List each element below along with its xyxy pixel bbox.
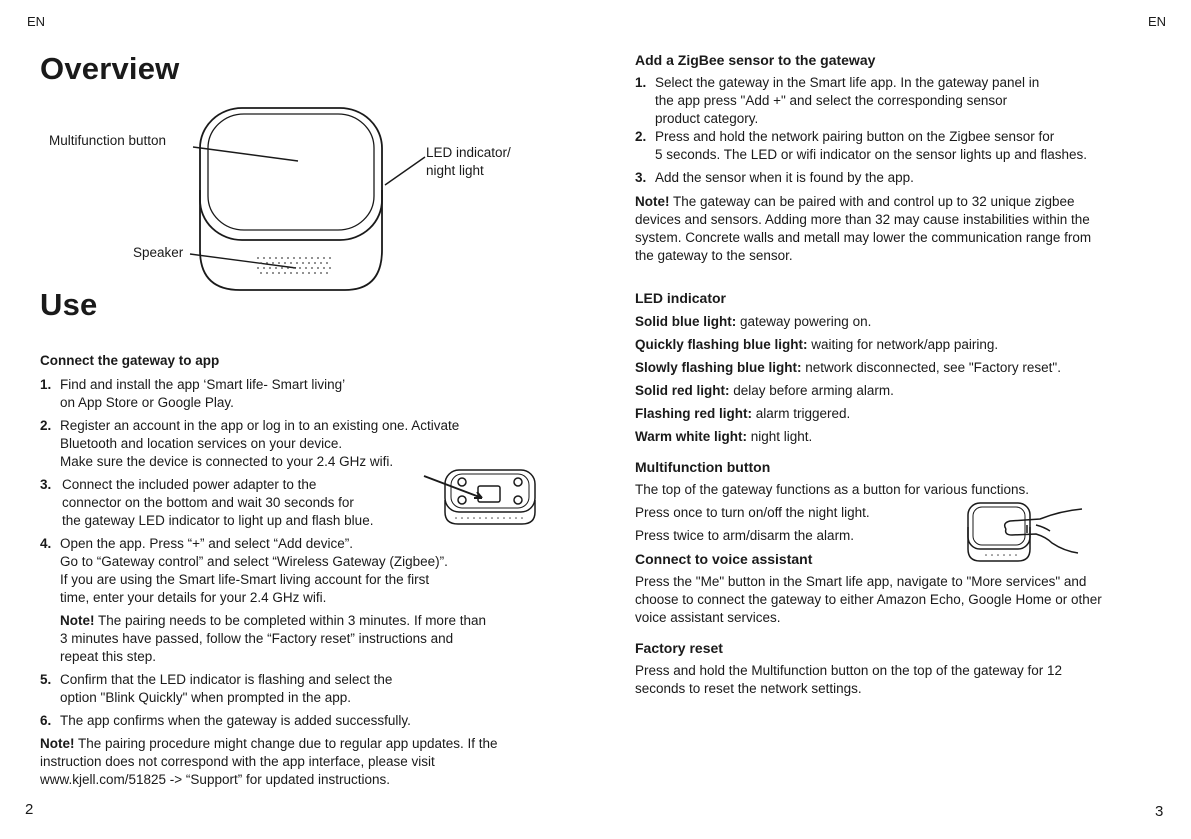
led-item-label: Quickly flashing blue light: bbox=[635, 337, 808, 352]
connect-steps bbox=[40, 376, 560, 730]
led-item-text: gateway powering on. bbox=[736, 314, 872, 329]
note-line: repeat this step. bbox=[60, 649, 157, 664]
step-line: Press and hold the network pairing button on the Zigbee sensor for bbox=[655, 129, 1055, 144]
led-item bbox=[635, 359, 1165, 377]
step-line: The app confirms when the gateway is added successfully. bbox=[60, 713, 411, 728]
zigbee-step bbox=[635, 74, 1165, 128]
step-line: Select the gateway in the Smart life app. In the gateway panel in bbox=[655, 75, 1040, 90]
zigbee-steps bbox=[635, 74, 1165, 187]
zigbee-section bbox=[635, 51, 1165, 265]
step-number: 3. bbox=[40, 477, 52, 492]
note-line: The pairing procedure might change due to regular app updates. If the bbox=[74, 736, 498, 751]
led-item-text: network disconnected, see "Factory reset". bbox=[801, 360, 1061, 375]
led-item-text: alarm triggered. bbox=[752, 406, 851, 421]
factory-line: seconds to reset the network settings. bbox=[635, 681, 862, 696]
multifunction-press-once: Press once to turn on/off the night light. bbox=[635, 505, 870, 520]
step-note bbox=[60, 612, 560, 666]
note-line: www.kjell.com/51825 -> “Support” for updated instructions. bbox=[40, 772, 391, 787]
led-item bbox=[635, 336, 1165, 354]
connect-step bbox=[40, 712, 560, 730]
led-item-label: Solid blue light: bbox=[635, 314, 737, 329]
label-multifunction-button: Multifunction button bbox=[49, 133, 167, 148]
led-item bbox=[635, 382, 1165, 400]
note-line: system. Concrete walls and metall may lower the communication range from bbox=[635, 230, 1092, 245]
note-line: The gateway can be paired with and control up to 32 unique zigbee bbox=[669, 194, 1075, 209]
connect-step bbox=[40, 535, 560, 666]
note-label: Note! bbox=[40, 736, 75, 751]
voice-text bbox=[635, 573, 1165, 627]
label-led-line-2: night light bbox=[426, 163, 484, 178]
multifunction-leader-line bbox=[193, 147, 298, 161]
label-speaker: Speaker bbox=[133, 245, 184, 260]
speaker-grille bbox=[257, 257, 331, 274]
factory-text bbox=[635, 662, 1165, 698]
led-item-text: waiting for network/app pairing. bbox=[807, 337, 999, 352]
led-item-label: Solid red light: bbox=[635, 383, 730, 398]
led-item-label: Flashing red light: bbox=[635, 406, 752, 421]
step-line: Confirm that the LED indicator is flashing and select the bbox=[60, 672, 393, 687]
label-led-indicator bbox=[426, 144, 511, 180]
step-line: Connect the included power adapter to the bbox=[62, 477, 317, 492]
note-label: Note! bbox=[635, 194, 670, 209]
step-line: on App Store or Google Play. bbox=[60, 395, 234, 410]
step-number: 1. bbox=[635, 75, 647, 90]
led-item-label: Slowly flashing blue light: bbox=[635, 360, 802, 375]
step-number: 3. bbox=[635, 170, 647, 185]
step-line: connector on the bottom and wait 30 seconds for bbox=[62, 495, 354, 510]
page-number-right: 3 bbox=[1155, 803, 1164, 820]
note-line: 3 minutes have passed, follow the “Factory reset” instructions and bbox=[60, 631, 454, 646]
language-code-right: EN bbox=[1148, 14, 1167, 29]
factory-line: Press and hold the Multifunction button on the top of the gateway for 12 bbox=[635, 663, 1063, 678]
step-number: 2. bbox=[40, 418, 52, 433]
gateway-top-outer bbox=[200, 108, 382, 240]
led-item bbox=[635, 428, 1165, 446]
led-item bbox=[635, 405, 1165, 423]
led-heading: LED indicator bbox=[635, 290, 727, 306]
use-section bbox=[40, 352, 560, 789]
step-line: time, enter your details for your 2.4 GHz wifi. bbox=[60, 590, 327, 605]
step-line: Make sure the device is connected to your 2.4 GHz wifi. bbox=[60, 454, 394, 469]
voice-line: choose to connect the gateway to either Amazon Echo, Google Home or other bbox=[635, 592, 1102, 607]
connect-heading: Connect the gateway to app bbox=[40, 353, 220, 368]
voice-line: Press the "Me" button in the Smart life app, navigate to "More services" and bbox=[635, 574, 1087, 589]
step-line: the app press "Add +" and select the corresponding sensor bbox=[655, 93, 1008, 108]
step-number: 1. bbox=[40, 377, 52, 392]
note-line: instruction does not correspond with the app interface, please visit bbox=[40, 754, 435, 769]
step-line: Go to “Gateway control” and select “Wireless Gateway (Zigbee)”. bbox=[60, 554, 448, 569]
step-line: Add the sensor when it is found by the app. bbox=[655, 170, 914, 185]
voice-heading: Connect to voice assistant bbox=[635, 551, 813, 567]
note-label: Note! bbox=[60, 613, 95, 628]
led-section bbox=[635, 289, 1165, 451]
zigbee-heading: Add a ZigBee sensor to the gateway bbox=[635, 52, 876, 68]
zigbee-note bbox=[635, 193, 1165, 265]
step-line: Register an account in the app or log in to an existing one. Activate bbox=[60, 418, 460, 433]
pairing-note bbox=[40, 735, 560, 789]
multifunction-section bbox=[635, 458, 1165, 698]
note-line: devices and sensors. Adding more than 32 may cause instabilities within the bbox=[635, 212, 1090, 227]
press-button-illustration bbox=[960, 497, 1090, 567]
multifunction-press-twice: Press twice to arm/disarm the alarm. bbox=[635, 528, 855, 543]
step-line: option "Blink Quickly" when prompted in the app. bbox=[60, 690, 351, 705]
label-led-line-1: LED indicator/ bbox=[426, 145, 511, 160]
led-leader-line bbox=[385, 157, 425, 185]
step-line: product category. bbox=[655, 111, 759, 126]
gateway-bottom-illustration bbox=[420, 462, 550, 532]
overview-title: Overview bbox=[40, 51, 180, 86]
note-line: The pairing needs to be completed within 3 minutes. If more than bbox=[94, 613, 486, 628]
step-line: 5 seconds. The LED or wifi indicator on the sensor lights up and flashes. bbox=[655, 147, 1087, 162]
step-number: 6. bbox=[40, 713, 52, 728]
language-code-left: EN bbox=[27, 14, 46, 29]
use-title: Use bbox=[40, 287, 98, 322]
connect-step bbox=[40, 671, 560, 707]
step-line: If you are using the Smart life-Smart living account for the first bbox=[60, 572, 430, 587]
zigbee-step bbox=[635, 128, 1165, 164]
note-line: the gateway to the sensor. bbox=[635, 248, 793, 263]
step-line: Find and install the app ‘Smart life- Smart living’ bbox=[60, 377, 346, 392]
led-item-label: Warm white light: bbox=[635, 429, 747, 444]
gateway-top-inner bbox=[208, 114, 374, 230]
led-item bbox=[635, 313, 1165, 331]
step-line: Open the app. Press “+” and select “Add device”. bbox=[60, 536, 354, 551]
page-number-left: 2 bbox=[25, 801, 34, 818]
multifunction-desc: The top of the gateway functions as a button for various functions. bbox=[635, 482, 1029, 497]
zigbee-step bbox=[635, 169, 1165, 187]
factory-heading: Factory reset bbox=[635, 640, 723, 656]
step-number: 2. bbox=[635, 129, 647, 144]
speaker-leader-line bbox=[190, 254, 296, 268]
voice-line: voice assistant services. bbox=[635, 610, 781, 625]
step-line: the gateway LED indicator to light up and flash blue. bbox=[62, 513, 374, 528]
step-number: 5. bbox=[40, 672, 52, 687]
step-number: 4. bbox=[40, 536, 52, 551]
multifunction-heading: Multifunction button bbox=[635, 459, 771, 475]
step-line: Bluetooth and location services on your device. bbox=[60, 436, 343, 451]
led-item-text: delay before arming alarm. bbox=[729, 383, 894, 398]
connect-step bbox=[40, 376, 560, 412]
led-item-text: night light. bbox=[747, 429, 813, 444]
